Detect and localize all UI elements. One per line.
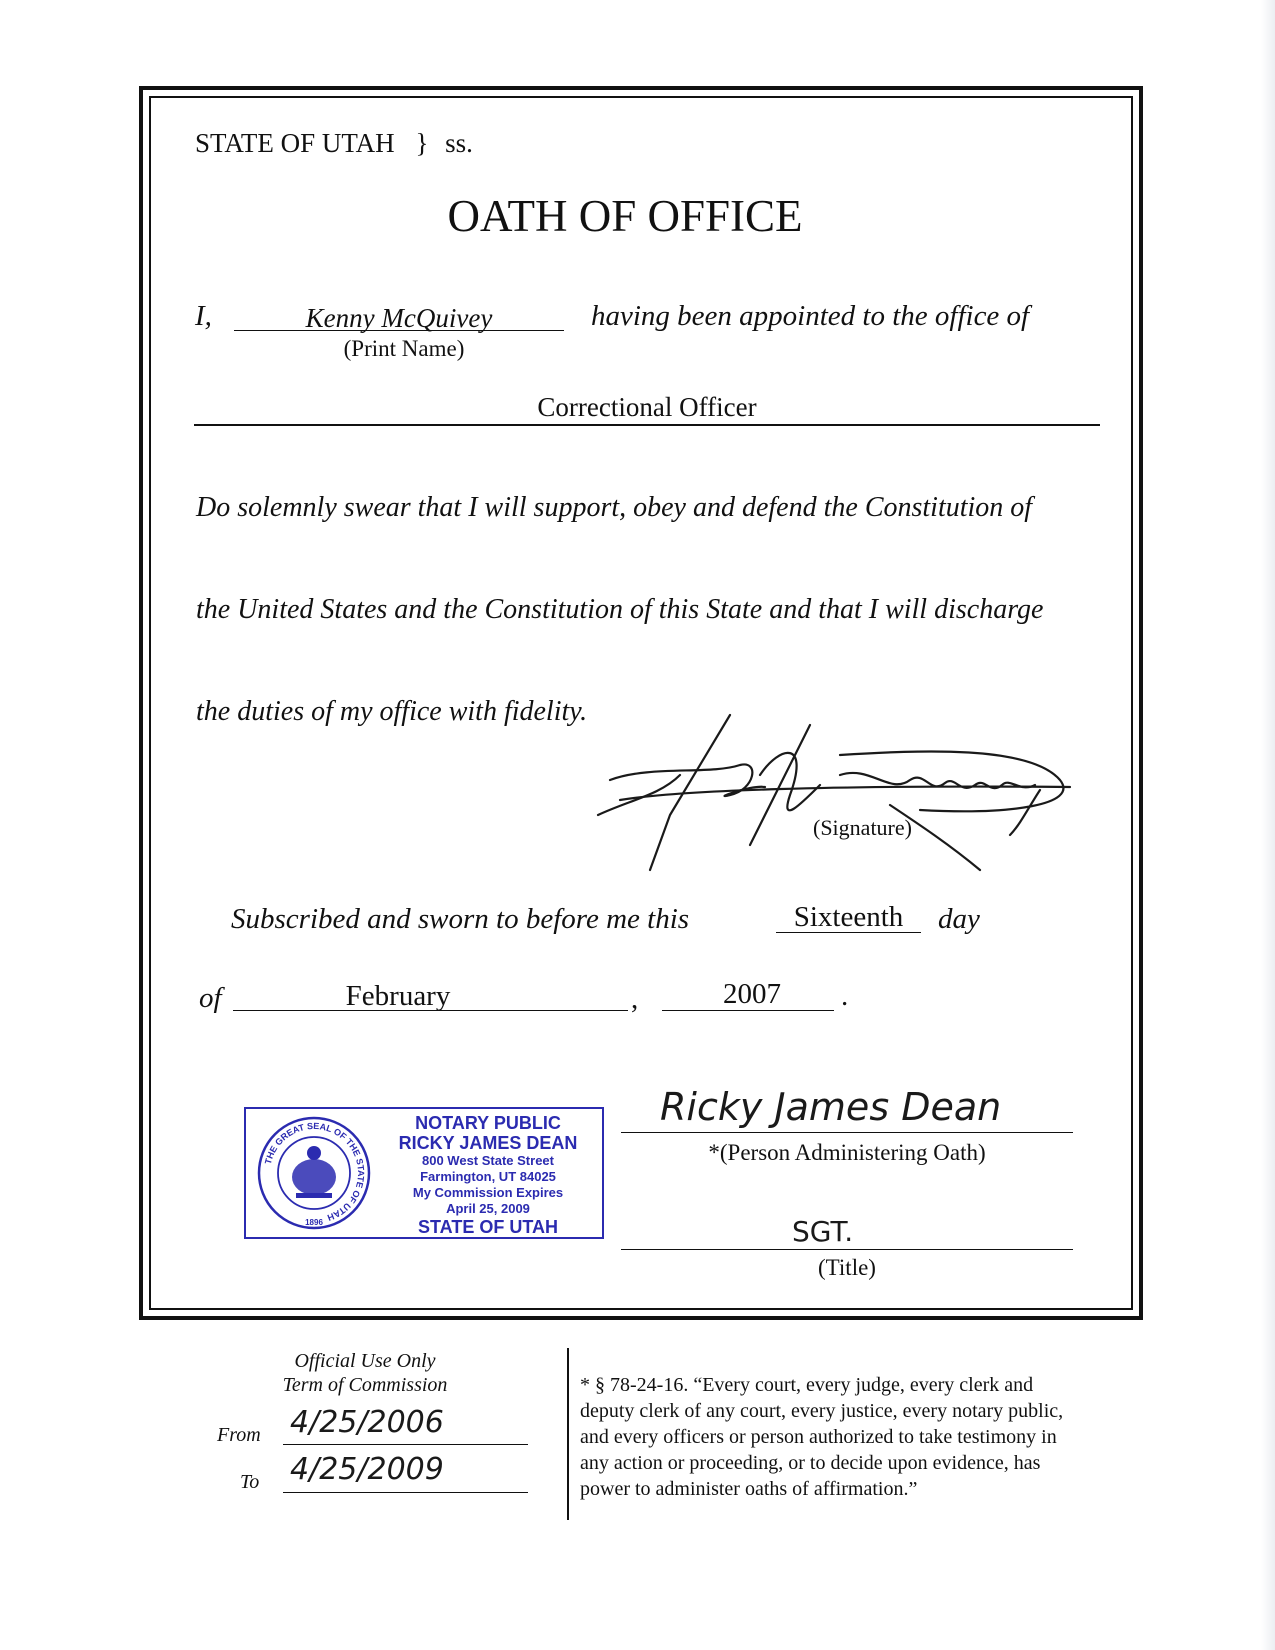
venue-brace: } (415, 128, 429, 158)
to-underline (283, 1492, 528, 1493)
notary-stamp-text (374, 1113, 602, 1237)
state-seal-icon (256, 1115, 372, 1231)
term-of-commission-heading: Term of Commission (282, 1374, 448, 1396)
administrator-underline (621, 1132, 1073, 1133)
notary-stamp (244, 1107, 604, 1239)
year-value: 2007 (723, 978, 781, 1010)
oath-line-2: the United States and the Constitution of this State and that I will discharge (196, 594, 1044, 625)
office-underline (194, 424, 1100, 426)
official-use-heading: Official Use Only (294, 1350, 436, 1372)
notary-state: STATE OF UTAH (418, 1217, 558, 1237)
footnote-line-2: deputy clerk of any court, every justice, every notary public, (580, 1400, 1064, 1422)
appointment-suffix: having been appointed to the office of (591, 300, 1030, 332)
administrator-caption: *(Person Administering Oath) (708, 1140, 986, 1165)
notary-commission-date: April 25, 2009 (446, 1201, 530, 1216)
footnote-line-4: any action or proceeding, or to decide upon evidence, has (580, 1452, 1041, 1474)
office-title-value: Correctional Officer (537, 392, 757, 422)
to-label: To (240, 1471, 260, 1493)
venue-ss: ss. (445, 128, 473, 158)
appointment-prefix: I, (195, 300, 212, 332)
scan-page-edge (1261, 0, 1275, 1650)
signature-caption: (Signature) (813, 815, 912, 840)
day-word: day (938, 903, 980, 935)
year-period: . (841, 980, 849, 1012)
notary-name: RICKY JAMES DEAN (398, 1133, 578, 1153)
footnote-line-3: and every officers or person authorized to take testimony in (580, 1426, 1057, 1448)
of-word: of (199, 982, 222, 1014)
document-title: OATH OF OFFICE (447, 191, 803, 241)
from-date-value: 4/25/2006 (290, 1405, 444, 1440)
administrator-signature: Ricky James Dean (660, 1085, 1002, 1129)
footer-divider (567, 1348, 569, 1520)
printed-name-caption: (Print Name) (343, 336, 465, 361)
notary-address-city: Farmington, UT 84025 (420, 1169, 556, 1184)
to-date-value: 4/25/2009 (290, 1452, 444, 1487)
administrator-title-value: SGT. (792, 1215, 854, 1248)
subscribed-text: Subscribed and sworn to before me this (231, 903, 690, 935)
footnote-line-5: power to administer oaths of affirmation.” (580, 1478, 918, 1500)
venue-state: STATE OF UTAH (195, 128, 395, 158)
venue-heading (195, 128, 473, 159)
from-label: From (217, 1424, 261, 1446)
oath-taker-signature (590, 705, 1090, 890)
seal-year: 1896 (305, 1218, 323, 1227)
footnote-line-1: * § 78-24-16. “Every court, every judge, every clerk and (580, 1374, 1034, 1396)
statute-footnote (580, 1372, 1063, 1502)
notary-address-street: 800 West State Street (422, 1153, 554, 1168)
month-value: February (345, 980, 451, 1012)
oath-line-1: Do solemnly swear that I will support, obey and defend the Constitution of (196, 492, 1033, 523)
title-underline (621, 1249, 1073, 1250)
from-underline (283, 1444, 528, 1445)
month-comma: , (631, 983, 639, 1015)
printed-name-value: Kenny McQuivey (305, 303, 493, 333)
day-value: Sixteenth (793, 901, 904, 933)
notary-public-title: NOTARY PUBLIC (415, 1113, 561, 1133)
title-caption: (Title) (818, 1255, 876, 1280)
oath-line-3: the duties of my office with fidelity. (196, 696, 588, 727)
notary-commission-label: My Commission Expires (412, 1185, 564, 1200)
seal-ring-text: THE GREAT SEAL OF THE STATE OF UTAH (262, 1120, 367, 1223)
